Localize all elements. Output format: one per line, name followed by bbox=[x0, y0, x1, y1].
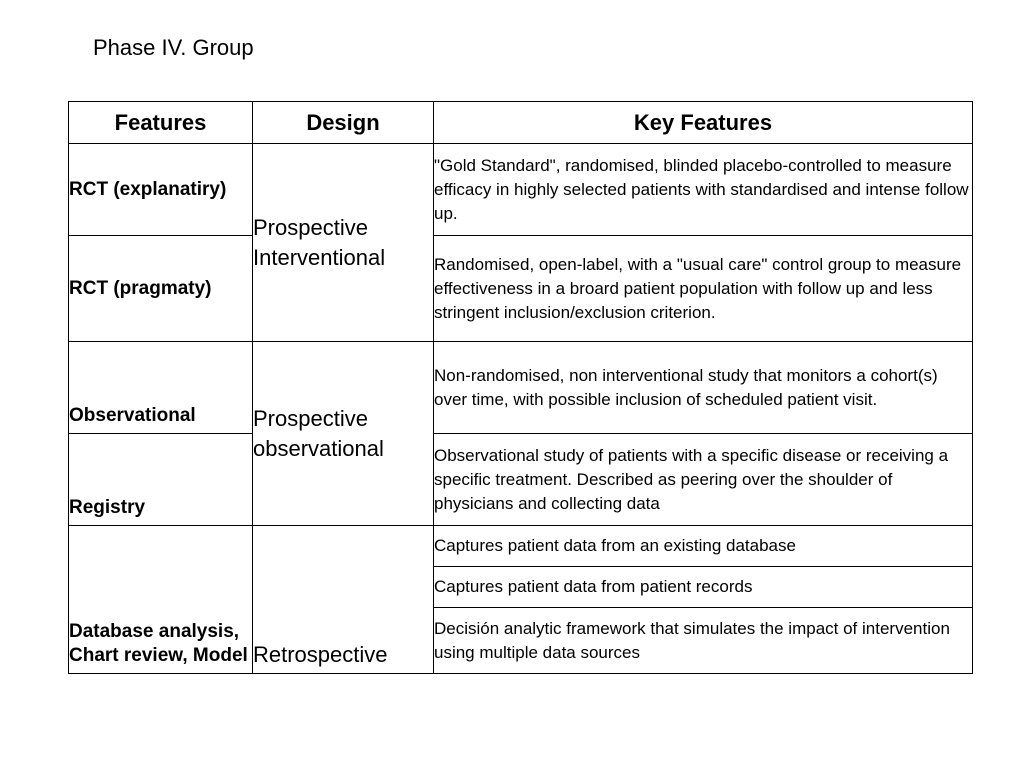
header-features: Features bbox=[69, 102, 253, 144]
table-row bbox=[69, 526, 973, 567]
key-feature-cell: Non-randomised, non interventional study that monitors a cohort(s) over time, with possible inclusion of scheduled patient visit. bbox=[434, 342, 973, 434]
key-feature-cell: Decisión analytic framework that simulates the impact of intervention using multiple data sources bbox=[434, 608, 973, 674]
key-feature-cell: "Gold Standard", randomised, blinded placebo-controlled to measure efficacy in highly selected patients with standardised and intense follow up. bbox=[434, 144, 973, 236]
study-design-table bbox=[68, 101, 973, 674]
feature-cell: Registry bbox=[69, 434, 253, 526]
table-row bbox=[69, 236, 973, 342]
table-row bbox=[69, 434, 973, 526]
header-key-features: Key Features bbox=[434, 102, 973, 144]
feature-cell: RCT (pragmaty) bbox=[69, 236, 253, 342]
table-row bbox=[69, 144, 973, 236]
key-feature-cell: Observational study of patients with a specific disease or receiving a specific treatment. Described as peering over the shoulder of physicians and collecting data bbox=[434, 434, 973, 526]
page-title: Phase IV. Group bbox=[93, 35, 254, 60]
key-feature-cell: Captures patient data from an existing database bbox=[434, 526, 973, 567]
table-row bbox=[69, 342, 973, 434]
feature-cell: Database analysis, Chart review, Model bbox=[69, 526, 253, 674]
feature-cell: RCT (explanatiry) bbox=[69, 144, 253, 236]
design-cell: Retrospective bbox=[253, 526, 434, 674]
design-cell: Prospective Interventional bbox=[253, 144, 434, 342]
design-cell: Prospective observational bbox=[253, 342, 434, 526]
header-design: Design bbox=[253, 102, 434, 144]
feature-cell: Observational bbox=[69, 342, 253, 434]
table-header-row bbox=[69, 102, 973, 144]
key-feature-cell: Randomised, open-label, with a "usual care" control group to measure effectiveness in a broard patient population with follow up and less stringent inclusion/exclusion criterion. bbox=[434, 236, 973, 342]
key-feature-cell: Captures patient data from patient records bbox=[434, 567, 973, 608]
